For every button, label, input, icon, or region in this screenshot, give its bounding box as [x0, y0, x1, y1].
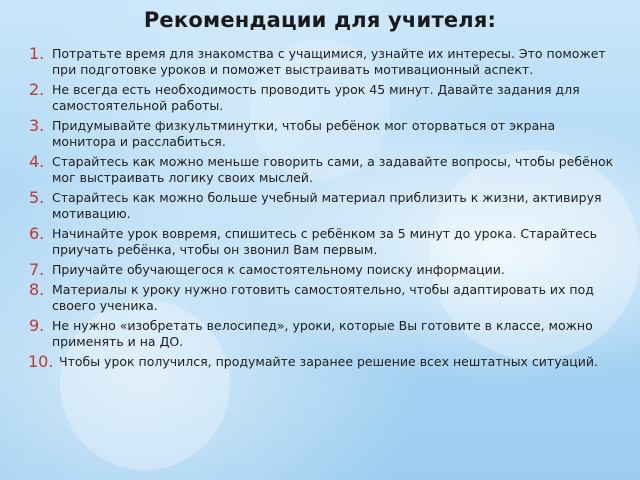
- list-item-text: Приучайте обучающегося к самостоятельному поиску информации.: [52, 262, 505, 277]
- list-number: 6.: [29, 224, 45, 243]
- list-number: 1.: [29, 44, 45, 63]
- list-number: 7.: [29, 260, 45, 279]
- list-item-text: Старайтесь как можно больше учебный материал приблизить к жизни, активируя мотивацию.: [52, 190, 602, 221]
- list-item: [29, 44, 620, 78]
- list-item: [29, 260, 620, 279]
- list-item: [29, 116, 620, 150]
- list-number: 2.: [29, 80, 45, 99]
- list-item-text: Придумывайте физкультминутки, чтобы ребёнок мог оторваться от экрана монитора и расслабиться.: [52, 118, 556, 149]
- list-item-text: Старайтесь как можно меньше говорить сами, а задавайте вопросы, чтобы ребёнок мог выстраивать логику своих мыслей.: [52, 154, 614, 185]
- list-item-text: Потратьте время для знакомства с учащимися, узнайте их интересы. Это поможет при подготовке уроков и поможет выстраивать мотивационный аспект.: [52, 46, 606, 77]
- list-item: [29, 280, 620, 314]
- list-item-text: Чтобы урок получился, продумайте заранее решение всех нештатных ситуаций.: [59, 354, 598, 369]
- list-number: 10.: [28, 352, 54, 371]
- list-item: [29, 316, 620, 350]
- list-item-text: Материалы к уроку нужно готовить самостоятельно, чтобы адаптировать их под своего ученика.: [52, 282, 594, 313]
- recommendations-list: [28, 44, 620, 374]
- list-number: 4.: [29, 152, 45, 171]
- list-number: 5.: [29, 188, 45, 207]
- list-item: [28, 352, 620, 371]
- list-item: [29, 80, 620, 114]
- list-item-text: Не всегда есть необходимость проводить урок 45 минут. Давайте задания для самостоятельной работы.: [52, 82, 580, 113]
- list-number: 9.: [29, 316, 45, 335]
- list-item: [29, 152, 620, 186]
- list-item-text: Не нужно «изобретать велосипед», уроки, которые Вы готовите в классе, можно применять и на ДО.: [52, 318, 593, 349]
- list-item: [29, 224, 620, 258]
- list-item: [29, 188, 620, 222]
- list-item-text: Начинайте урок вовремя, спишитесь с ребёнком за 5 минут до урока. Старайтесь приучать ребёнка, чтобы он звонил Вам первым.: [52, 226, 598, 257]
- list-number: 3.: [29, 116, 45, 135]
- slide-title: Рекомендации для учителя:: [143, 8, 497, 32]
- list-number: 8.: [29, 280, 45, 299]
